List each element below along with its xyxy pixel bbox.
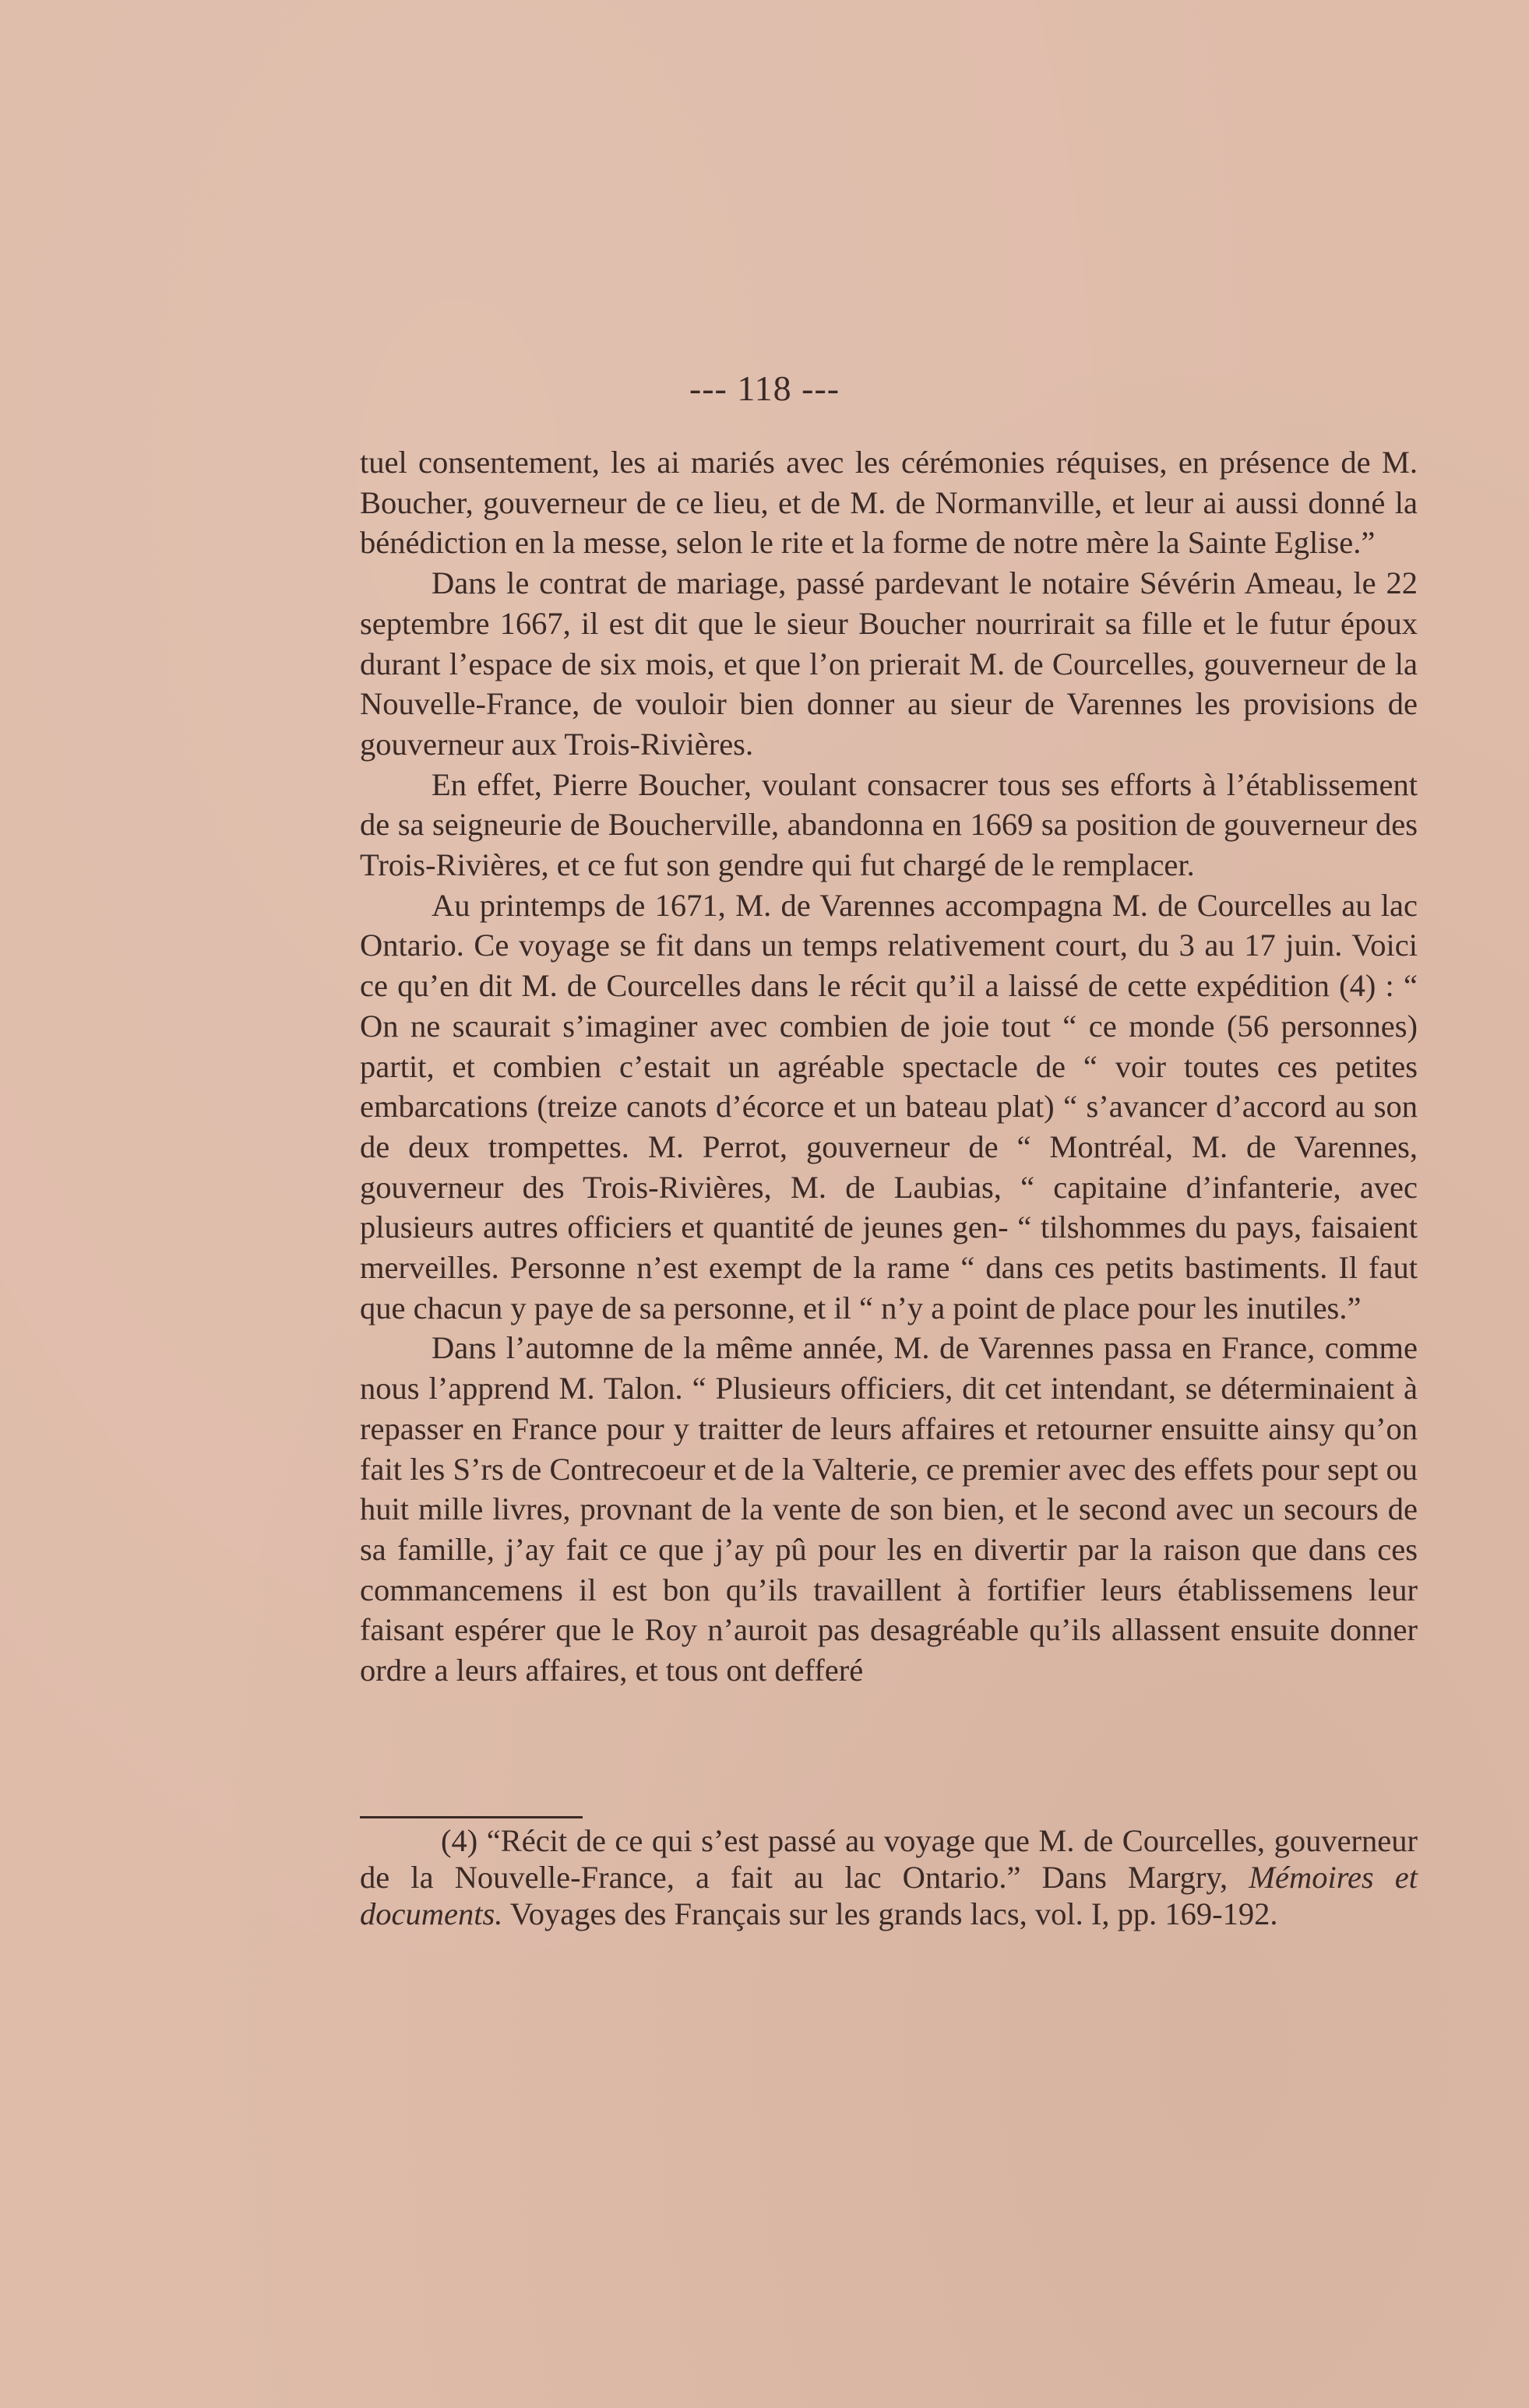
page-number: --- 118 --- [689,368,840,408]
paragraph-marriage-contract: Dans le contrat de mariage, passé pardevant le notaire Sévérin Ameau, le 22 septembre 1667, il est dit que le sieur Boucher nourrirait sa fille et le futur époux durant l’espace de six mois, et que l’on prierait M. de Courcelles, gouverneur de la Nouvelle-France, de vouloir bien donner au sieur de Varennes les provisions de gouverneur aux Trois-Rivières. [360,565,1418,762]
paragraph-boucherville: En effet, Pierre Boucher, voulant consacrer tous ses efforts à l’établissement de sa seigneurie de Boucherville, abandonna en 1669 sa position de gouverneur des Trois-Rivières, et ce fut son gendre qui fut chargé de le remplacer. [360,766,1418,883]
paragraph-france: Dans l’automne de la même année, M. de Varennes passa en France, comme nous l’apprend M. Talon. “ Plusieurs officiers, dit cet intendant, se déterminaient à repasser en France pour y traitter de leurs affaires et retourner ensuitte ainsy qu’on fait les S’rs de Contrecoeur et de la Valterie, ce premier avec des effets pour sept ou huit mille livres, provnant de la vente de son bien, et le second avec un secours de sa famille, j’ay fait ce que j’ay pû pour les en divertir par la raison que dans ces commancemens il est bon qu’ils travaillent à fortifier leurs établissemens leur faisant espérer que le Roy n’auroit pas desagréable qu’ils allassent ensuite donner ordre a leurs affaires, et tous ont defferé [360,1330,1418,1688]
footnote-text: (4) “Récit de ce qui s’est passé au voyage que M. de Courcelles, gouverneur de la Nouvelle-France, a fait au lac Ontario.” Dans Margry, [360,1823,1418,1895]
body-text [360,442,1418,1691]
footnote-source-detail: Voyages des Français sur les grands lacs, vol. I, pp. 169-192. [502,1896,1278,1931]
paragraph-lac-ontario: Au printemps de 1671, M. de Varennes accompagna M. de Courcelles au lac Ontario. Ce voyage se fit dans un temps relativement court, du 3 au 17 juin. Voici ce qu’en dit M. de Courcelles dans le récit qu’il a laissé de cette expédition (4) : “ On ne scaurait s’imaginer avec combien de joie tout “ ce monde (56 personnes) partit, et combien c’estait un agréable spectacle de “ voir toutes ces petites embarcations (treize canots d’écorce et un bateau plat) “ s’avancer d’accord au son de deux trompettes. M. Perrot, gouverneur de “ Montréal, M. de Varennes, gouverneur des Trois-Rivières, M. de Laubias, “ capitaine d’infanterie, avec plusieurs autres officiers et quantité de jeunes gen- “ tilshommes du pays, faisaient merveilles. Personne n’est exempt de la rame “ dans ces petits bastiments. Il faut que chacun y paye de sa personne, et il “ n’y a point de place pour les inutiles.” [360,887,1418,1325]
paragraph-continuation: tuel consentement, les ai mariés avec les cérémonies réquises, en présence de M. Boucher, gouverneur de ce lieu, et de M. de Normanville, et leur ai aussi donné la bénédiction en la messe, selon le rite et la forme de notre mère la Sainte Eglise.” [360,445,1418,561]
footnote-source-title: Mémoires et documents. [360,1860,1418,1931]
footnote-divider [360,1816,583,1818]
footnote-4 [360,1822,1418,1932]
footnote [360,1822,1418,1932]
